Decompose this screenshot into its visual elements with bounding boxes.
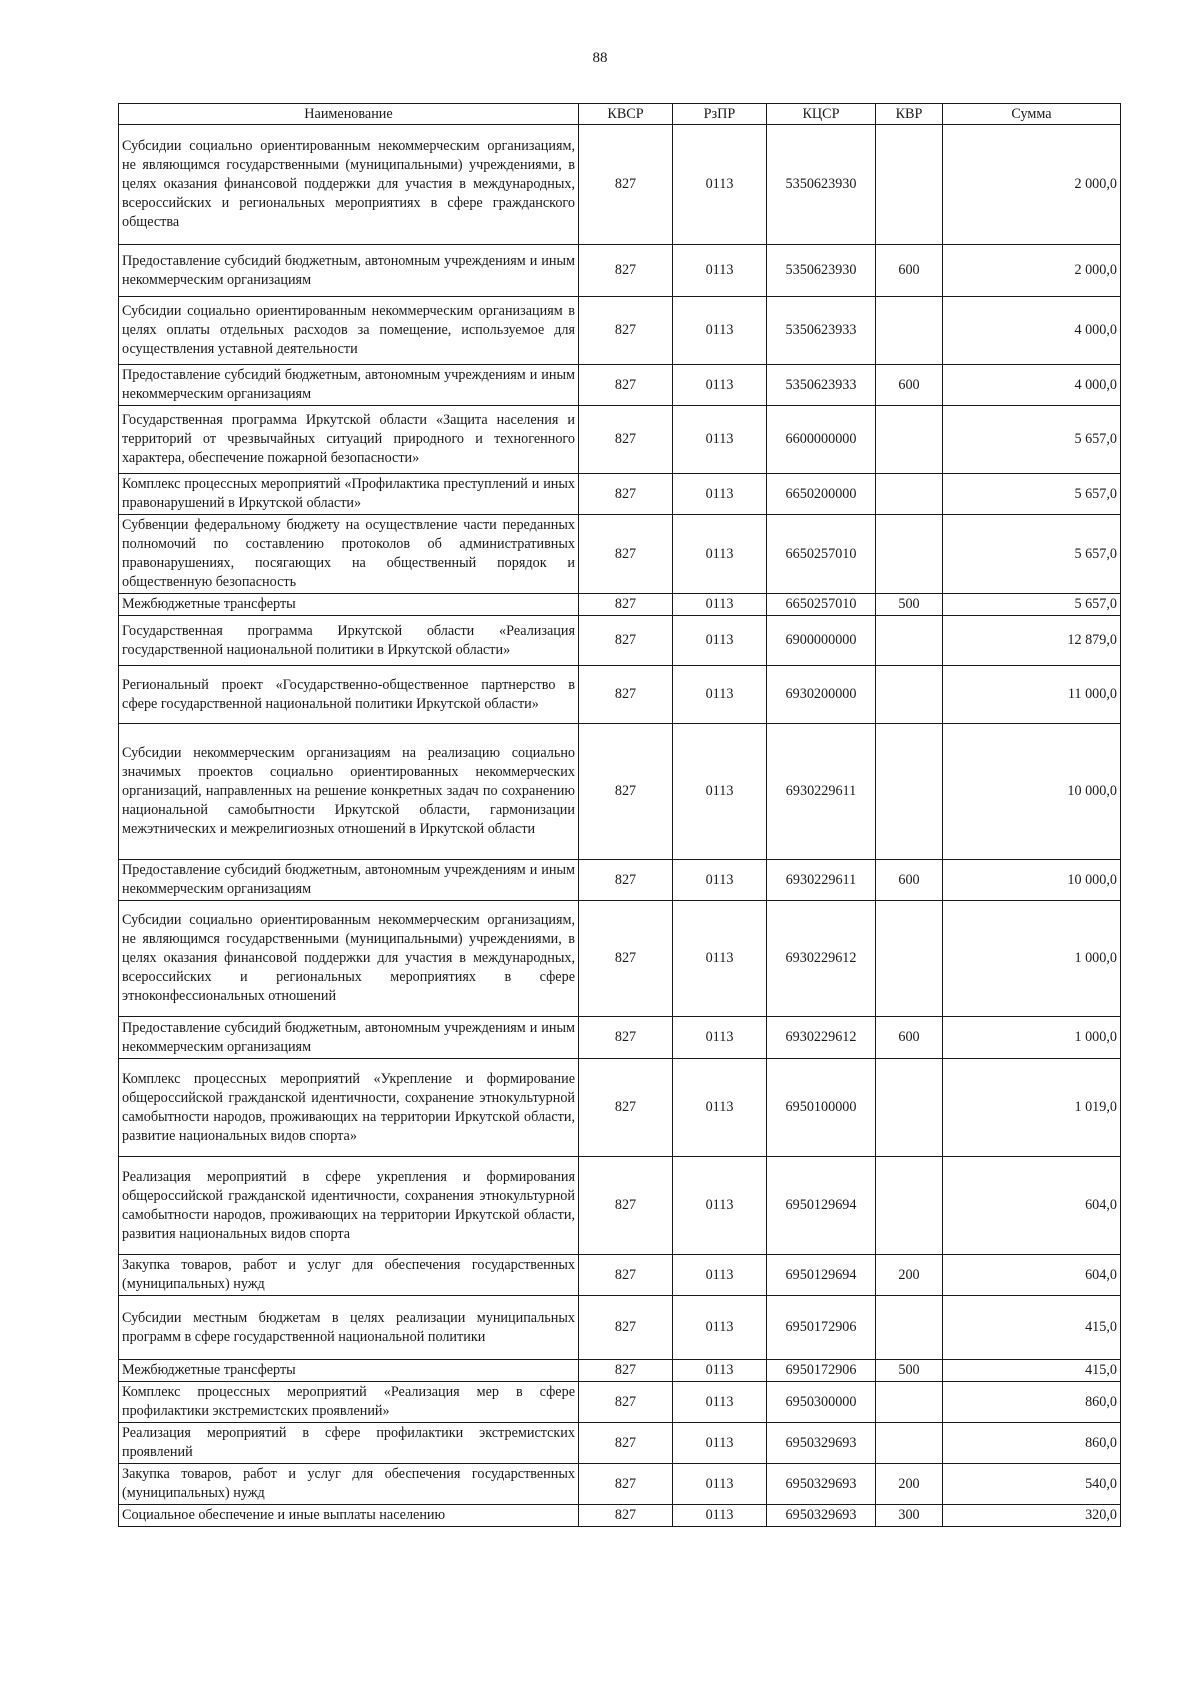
row-kvsr-cell: 827 — [579, 1464, 673, 1505]
row-rzpr-cell: 0113 — [673, 724, 767, 860]
row-kcsr-cell: 5350623933 — [767, 297, 876, 365]
row-kvsr-cell: 827 — [579, 616, 673, 666]
table-row — [119, 1382, 1121, 1423]
row-kvsr-cell: 827 — [579, 594, 673, 616]
row-rzpr-cell: 0113 — [673, 245, 767, 297]
row-kvr-cell — [876, 1382, 943, 1423]
row-rzpr-cell: 0113 — [673, 1423, 767, 1464]
row-kcsr-cell: 6950329693 — [767, 1505, 876, 1527]
row-rzpr-cell: 0113 — [673, 1464, 767, 1505]
row-kvr-cell: 500 — [876, 1360, 943, 1382]
row-kvsr-cell: 827 — [579, 1255, 673, 1296]
row-kvsr-cell: 827 — [579, 365, 673, 406]
table-row — [119, 1505, 1121, 1527]
row-kvsr-cell: 827 — [579, 1423, 673, 1464]
row-kvr-cell — [876, 724, 943, 860]
row-sum-cell: 5 657,0 — [943, 406, 1121, 474]
row-kcsr-cell: 6950172906 — [767, 1296, 876, 1360]
row-kcsr-cell: 6950100000 — [767, 1059, 876, 1157]
row-sum-cell: 4 000,0 — [943, 297, 1121, 365]
row-name-cell: Субсидии социально ориентированным некоммерческим организациям, не являющимся государственными (муниципальными) учреждениями, в целях оказания финансовой поддержки для участия в международных, всероссийских и региональных мероприятиях в сфере гражданского общества — [119, 125, 579, 245]
row-sum-cell: 604,0 — [943, 1255, 1121, 1296]
row-kcsr-cell: 6930229611 — [767, 860, 876, 901]
row-rzpr-cell: 0113 — [673, 1017, 767, 1059]
row-kcsr-cell: 6950329693 — [767, 1464, 876, 1505]
row-kvsr-cell: 827 — [579, 297, 673, 365]
row-rzpr-cell: 0113 — [673, 365, 767, 406]
row-kvr-cell — [876, 406, 943, 474]
table-row — [119, 406, 1121, 474]
row-name-cell: Комплекс процессных мероприятий «Реализация мер в сфере профилактики экстремистских проявлений» — [119, 1382, 579, 1423]
row-name-cell: Государственная программа Иркутской области «Реализация государственной национальной политики в Иркутской области» — [119, 616, 579, 666]
table-row — [119, 1059, 1121, 1157]
row-kcsr-cell: 6950172906 — [767, 1360, 876, 1382]
row-sum-cell: 415,0 — [943, 1360, 1121, 1382]
row-sum-cell: 415,0 — [943, 1296, 1121, 1360]
row-name-cell: Межбюджетные трансферты — [119, 1360, 579, 1382]
row-rzpr-cell: 0113 — [673, 901, 767, 1017]
row-name-cell: Субсидии некоммерческим организациям на реализацию социально значимых проектов социально ориентированных некоммерческих организаций, направленных на решение конкретных задач по сохранению национальной самобытности Иркутской области, гармонизации межэтнических и межрелигиозных отношений в Иркутской области — [119, 724, 579, 860]
header-kvsr: КВСР — [579, 104, 673, 125]
budget-table — [118, 103, 1121, 1527]
header-name: Наименование — [119, 104, 579, 125]
page-number: 88 — [592, 50, 608, 66]
row-name-cell: Реализация мероприятий в сфере профилактики экстремистских проявлений — [119, 1423, 579, 1464]
table-row — [119, 1360, 1121, 1382]
row-kvr-cell — [876, 1157, 943, 1255]
row-rzpr-cell: 0113 — [673, 515, 767, 594]
table-row — [119, 901, 1121, 1017]
row-kcsr-cell: 6930200000 — [767, 666, 876, 724]
row-kcsr-cell: 6650200000 — [767, 474, 876, 515]
row-kvsr-cell: 827 — [579, 1017, 673, 1059]
row-kvr-cell: 600 — [876, 245, 943, 297]
row-kvsr-cell: 827 — [579, 901, 673, 1017]
row-kvsr-cell: 827 — [579, 1382, 673, 1423]
row-kcsr-cell: 6650257010 — [767, 515, 876, 594]
row-rzpr-cell: 0113 — [673, 125, 767, 245]
row-kcsr-cell: 6950129694 — [767, 1157, 876, 1255]
row-rzpr-cell: 0113 — [673, 297, 767, 365]
table-row — [119, 594, 1121, 616]
row-name-cell: Субсидии социально ориентированным некоммерческим организациям, не являющимся государственными (муниципальными) учреждениями, в целях оказания финансовой поддержки для участия в международных, всероссийских и региональных мероприятиях в сфере этноконфессиональных отношений — [119, 901, 579, 1017]
row-sum-cell: 1 000,0 — [943, 901, 1121, 1017]
row-sum-cell: 540,0 — [943, 1464, 1121, 1505]
row-kvr-cell — [876, 1059, 943, 1157]
row-kcsr-cell: 6930229611 — [767, 724, 876, 860]
row-sum-cell: 10 000,0 — [943, 860, 1121, 901]
row-kcsr-cell: 6950129694 — [767, 1255, 876, 1296]
row-rzpr-cell: 0113 — [673, 616, 767, 666]
row-kvr-cell: 200 — [876, 1255, 943, 1296]
row-kvsr-cell: 827 — [579, 406, 673, 474]
table-row — [119, 474, 1121, 515]
row-name-cell: Реализация мероприятий в сфере укрепления и формирования общероссийской гражданской идентичности, сохранения этнокультурной самобытности народов, проживающих на территории Иркутской области, развития национальных видов спорта — [119, 1157, 579, 1255]
row-kvr-cell — [876, 515, 943, 594]
table-row — [119, 724, 1121, 860]
header-rzpr: РзПР — [673, 104, 767, 125]
row-name-cell: Комплекс процессных мероприятий «Профилактика преступлений и иных правонарушений в Иркутской области» — [119, 474, 579, 515]
table-row — [119, 1464, 1121, 1505]
row-kvr-cell: 500 — [876, 594, 943, 616]
table-row — [119, 1423, 1121, 1464]
row-kvsr-cell: 827 — [579, 1157, 673, 1255]
row-sum-cell: 5 657,0 — [943, 594, 1121, 616]
row-name-cell: Предоставление субсидий бюджетным, автономным учреждениям и иным некоммерческим организациям — [119, 245, 579, 297]
row-kvsr-cell: 827 — [579, 1296, 673, 1360]
row-kcsr-cell: 6950329693 — [767, 1423, 876, 1464]
row-kvsr-cell: 827 — [579, 724, 673, 860]
row-kcsr-cell: 6950300000 — [767, 1382, 876, 1423]
row-sum-cell: 1 019,0 — [943, 1059, 1121, 1157]
row-sum-cell: 12 879,0 — [943, 616, 1121, 666]
table-row — [119, 1157, 1121, 1255]
row-rzpr-cell: 0113 — [673, 1382, 767, 1423]
row-kvsr-cell: 827 — [579, 245, 673, 297]
row-rzpr-cell: 0113 — [673, 666, 767, 724]
row-kvr-cell — [876, 125, 943, 245]
row-kcsr-cell: 6900000000 — [767, 616, 876, 666]
row-name-cell: Субсидии местным бюджетам в целях реализации муниципальных программ в сфере государственной национальной политики — [119, 1296, 579, 1360]
table-row — [119, 245, 1121, 297]
row-name-cell: Межбюджетные трансферты — [119, 594, 579, 616]
row-name-cell: Субсидии социально ориентированным некоммерческим организациям в целях оплаты отдельных расходов за помещение, используемое для осуществления уставной деятельности — [119, 297, 579, 365]
row-name-cell: Закупка товаров, работ и услуг для обеспечения государственных (муниципальных) нужд — [119, 1255, 579, 1296]
row-kvr-cell — [876, 1423, 943, 1464]
row-sum-cell: 2 000,0 — [943, 125, 1121, 245]
row-kvsr-cell: 827 — [579, 515, 673, 594]
table-header-row — [119, 104, 1121, 125]
row-kvsr-cell: 827 — [579, 1059, 673, 1157]
row-name-cell: Субвенции федеральному бюджету на осуществление части переданных полномочий по составлению протоколов об административных правонарушениях, посягающих на общественный порядок и общественную безопасность — [119, 515, 579, 594]
row-name-cell: Закупка товаров, работ и услуг для обеспечения государственных (муниципальных) нужд — [119, 1464, 579, 1505]
row-rzpr-cell: 0113 — [673, 1255, 767, 1296]
row-name-cell: Предоставление субсидий бюджетным, автономным учреждениям и иным некоммерческим организациям — [119, 365, 579, 406]
row-kvr-cell — [876, 1296, 943, 1360]
row-kvr-cell — [876, 616, 943, 666]
row-rzpr-cell: 0113 — [673, 474, 767, 515]
table-row — [119, 666, 1121, 724]
row-name-cell: Предоставление субсидий бюджетным, автономным учреждениям и иным некоммерческим организациям — [119, 860, 579, 901]
row-rzpr-cell: 0113 — [673, 1157, 767, 1255]
row-kvsr-cell: 827 — [579, 1360, 673, 1382]
row-kvr-cell — [876, 297, 943, 365]
row-sum-cell: 604,0 — [943, 1157, 1121, 1255]
row-sum-cell: 5 657,0 — [943, 515, 1121, 594]
table-row — [119, 616, 1121, 666]
row-sum-cell: 2 000,0 — [943, 245, 1121, 297]
row-name-cell: Комплекс процессных мероприятий «Укрепление и формирование общероссийской гражданской идентичности, сохранение этнокультурной самобытности народов, проживающих на территории Иркутской области, развитие национальных видов спорта» — [119, 1059, 579, 1157]
header-kvr: КВР — [876, 104, 943, 125]
row-kcsr-cell: 5350623933 — [767, 365, 876, 406]
row-sum-cell: 1 000,0 — [943, 1017, 1121, 1059]
row-name-cell: Предоставление субсидий бюджетным, автономным учреждениям и иным некоммерческим организациям — [119, 1017, 579, 1059]
row-kvr-cell: 600 — [876, 860, 943, 901]
header-kcsr: КЦСР — [767, 104, 876, 125]
row-sum-cell: 10 000,0 — [943, 724, 1121, 860]
row-rzpr-cell: 0113 — [673, 594, 767, 616]
row-kcsr-cell: 6930229612 — [767, 1017, 876, 1059]
row-kvsr-cell: 827 — [579, 666, 673, 724]
row-rzpr-cell: 0113 — [673, 860, 767, 901]
header-sum: Сумма — [943, 104, 1121, 125]
row-sum-cell: 860,0 — [943, 1382, 1121, 1423]
row-sum-cell: 11 000,0 — [943, 666, 1121, 724]
row-sum-cell: 4 000,0 — [943, 365, 1121, 406]
row-name-cell: Государственная программа Иркутской области «Защита населения и территорий от чрезвычайных ситуаций природного и техногенного характера, обеспечение пожарной безопасности» — [119, 406, 579, 474]
row-kvsr-cell: 827 — [579, 474, 673, 515]
row-rzpr-cell: 0113 — [673, 1505, 767, 1527]
row-kcsr-cell: 6600000000 — [767, 406, 876, 474]
row-name-cell: Региональный проект «Государственно-общественное партнерство в сфере государственной национальной политики Иркутской области» — [119, 666, 579, 724]
row-kvr-cell — [876, 474, 943, 515]
row-kcsr-cell: 5350623930 — [767, 125, 876, 245]
table-row — [119, 125, 1121, 245]
table-row — [119, 860, 1121, 901]
row-kvr-cell: 600 — [876, 365, 943, 406]
row-kvr-cell — [876, 901, 943, 1017]
row-rzpr-cell: 0113 — [673, 1296, 767, 1360]
row-kvr-cell: 200 — [876, 1464, 943, 1505]
row-rzpr-cell: 0113 — [673, 1059, 767, 1157]
row-rzpr-cell: 0113 — [673, 1360, 767, 1382]
row-kcsr-cell: 6930229612 — [767, 901, 876, 1017]
table-row — [119, 1296, 1121, 1360]
row-kvsr-cell: 827 — [579, 1505, 673, 1527]
row-sum-cell: 320,0 — [943, 1505, 1121, 1527]
table-row — [119, 1017, 1121, 1059]
row-kcsr-cell: 6650257010 — [767, 594, 876, 616]
row-sum-cell: 860,0 — [943, 1423, 1121, 1464]
row-sum-cell: 5 657,0 — [943, 474, 1121, 515]
table-row — [119, 365, 1121, 406]
row-kvsr-cell: 827 — [579, 860, 673, 901]
table-row — [119, 515, 1121, 594]
row-name-cell: Социальное обеспечение и иные выплаты населению — [119, 1505, 579, 1527]
row-kvr-cell: 300 — [876, 1505, 943, 1527]
table-row — [119, 1255, 1121, 1296]
row-kvr-cell: 600 — [876, 1017, 943, 1059]
row-kvr-cell — [876, 666, 943, 724]
row-rzpr-cell: 0113 — [673, 406, 767, 474]
table-row — [119, 297, 1121, 365]
row-kvsr-cell: 827 — [579, 125, 673, 245]
row-kcsr-cell: 5350623930 — [767, 245, 876, 297]
